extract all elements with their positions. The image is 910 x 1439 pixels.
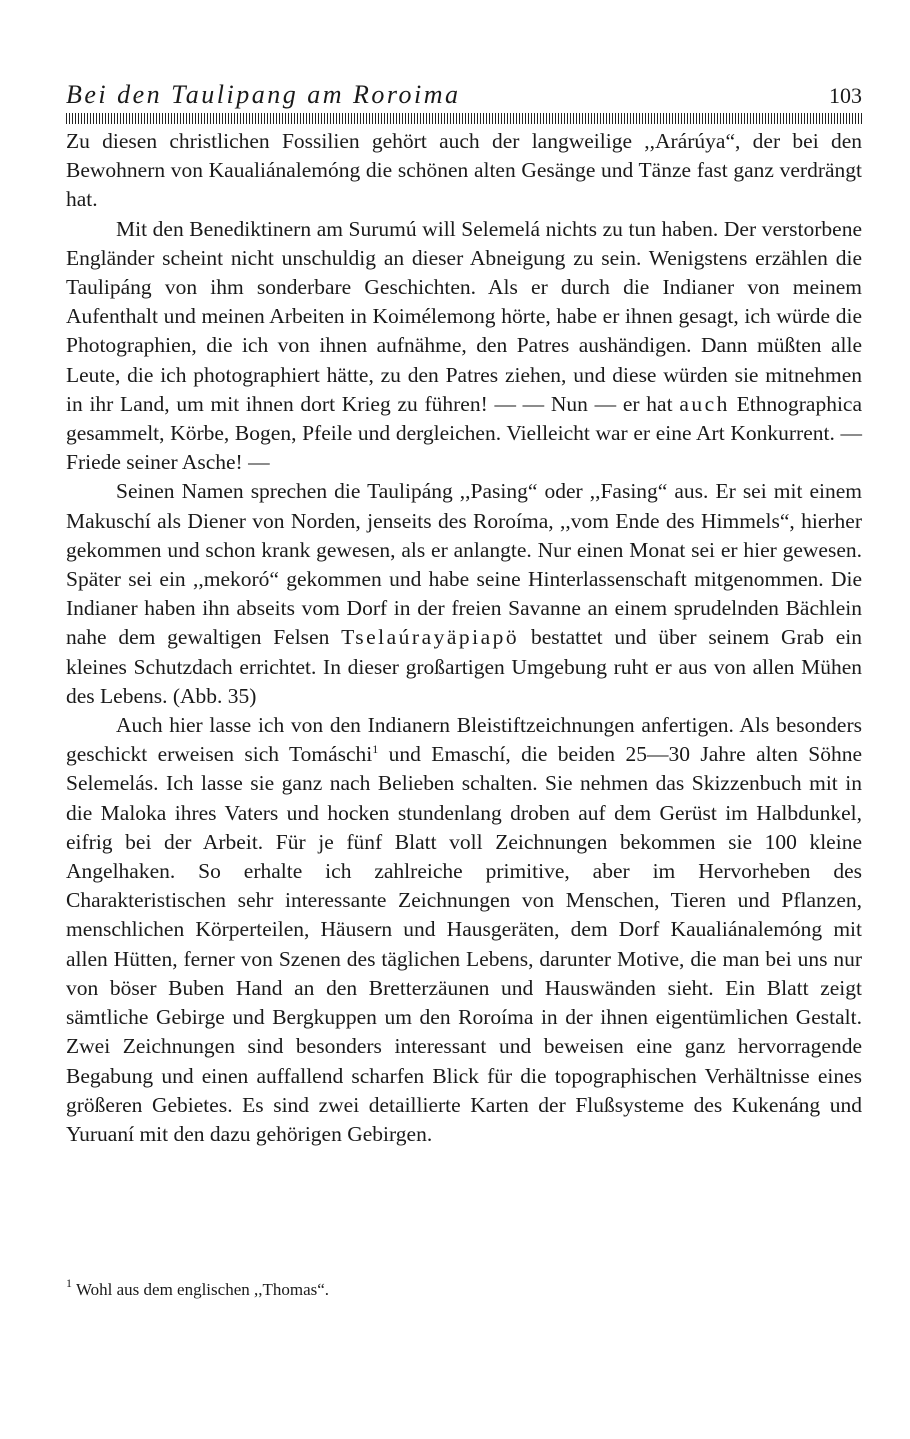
footnote-text: Wohl aus dem englischen ,,Thomas“. bbox=[75, 1280, 330, 1299]
paragraph-3-text-b: bestattet und über seinem Grab ein kleines Schutzdach errichtet. In dieser großartigen Umgebung ruht er aus von allen Mühen des Lebens. (Abb. 35) bbox=[66, 625, 862, 708]
paragraph-2 bbox=[66, 215, 862, 478]
paragraph-3-spaced-word: Tselaúrayäpiapö bbox=[341, 625, 520, 650]
paragraph-2-spaced-word: auch bbox=[679, 391, 730, 416]
page-header bbox=[66, 80, 862, 112]
footnote bbox=[66, 1278, 862, 1302]
paragraph-4-text-a: Auch hier lasse ich von den Indianern Bleistiftzeichnungen anfertigen. Als besonders geschickt erweisen sich Tomáschi bbox=[66, 713, 862, 767]
body-text bbox=[66, 127, 862, 1149]
running-title: Bei den Taulipang am Roroima bbox=[66, 80, 461, 109]
paragraph-4-text-b: und Emaschí, die beiden 25—30 Jahre alten Söhne Selemelás. Ich lasse sie ganz nach Belieben schalten. Sie nehmen das Skizzenbuch mit in die Maloka ihres Vaters und hocken stundenlang droben auf dem Gerüst im Halbdunkel, eifrig bei der Arbeit. Für je fünf Blatt voll Zeichnungen bekommen sie 100 kleine Angelhaken. So erhalte ich zahlreiche primitive, aber im Hervorheben des Charakteristischen sehr interessante Zeichnungen von Menschen, Tieren und Pflanzen, menschlichen Körperteilen, Häusern und Hausgeräten, dem Dorf Kaualiánalemóng mit allen Hütten, ferner von Szenen des täglichen Lebens, darunter Motive, die man bei uns nur von böser Buben Hand an den Bretterzäunen und Hauswänden sieht. Ein Blatt zeigt sämtliche Gebirge und Bergkuppen um den Roroíma in der ihnen eigentümlichen Gestalt. Zwei Zeichnungen sind besonders interessant und beweisen eine ganz hervorragende Begabung und einen auffallend scharfen Blick für die topographischen Verhältnisse eines größeren Gebietes. Es sind zwei detaillierte Karten der Flußsysteme des Kukenáng und Yuruaní mit den dazu gehörigen Gebirgen. bbox=[66, 742, 862, 1146]
header-rule bbox=[66, 113, 862, 124]
page-number: 103 bbox=[829, 83, 862, 108]
footnote-marker: 1 bbox=[66, 1276, 72, 1290]
paragraph-4 bbox=[66, 711, 862, 1149]
paragraph-3-text-a: Seinen Namen sprechen die Taulipáng ,,Pasing“ oder ,,Fasing“ aus. Er sei mit einem Makuschí als Diener von Norden, jenseits des Roroíma, ,,vom Ende des Himmels“, hierher gekommen und schon krank gewesen, als er anlangte. Nur einen Monat sei er hier gewesen. Später sei ein ,,mekoró“ gekommen und habe seine Hinterlassenschaft mitgenommen. Die Indianer haben ihn abseits vom Dorf in der freien Savanne an einem sprudelnden Bächlein nahe dem gewaltigen Felsen bbox=[66, 479, 862, 650]
paragraph-2-text-b: Ethnographica gesammelt, Körbe, Bogen, Pfeile und dergleichen. Vielleicht war er eine Art Konkurrent. — Friede seiner Asche! — bbox=[66, 391, 863, 475]
paragraph-3 bbox=[66, 477, 862, 711]
paragraph-2-text-a: Mit den Benediktinern am Surumú will Selemelá nichts zu tun haben. Der verstorbene Engländer scheint nicht unschuldig an dieser Abneigung zu sein. Wenigstens erzählen die Taulipáng von ihm sonderbare Geschichten. Als er durch die Indianer von meinem Aufenthalt und meinen Arbeiten in Koimélemong hörte, habe er ihnen gesagt, ich würde die Photographien, die ich von ihnen aufnähme, den Patres aushändigen. Dann müßten alle Leute, die ich photographiert hätte, zu den Patres ziehen, und diese würden sie mitnehmen in ihr Land, um mit ihnen dort Krieg zu führen! — — Nun — er hat bbox=[66, 216, 862, 416]
footnote-reference[interactable]: 1 bbox=[372, 742, 379, 757]
paragraph-1: Zu diesen christlichen Fossilien gehört auch der langweilige ,,Arárúya“, der bei den Bewohnern von Kaualiánalemóng die schönen alten Gesänge und Tänze fast ganz verdrängt hat. bbox=[66, 129, 862, 212]
